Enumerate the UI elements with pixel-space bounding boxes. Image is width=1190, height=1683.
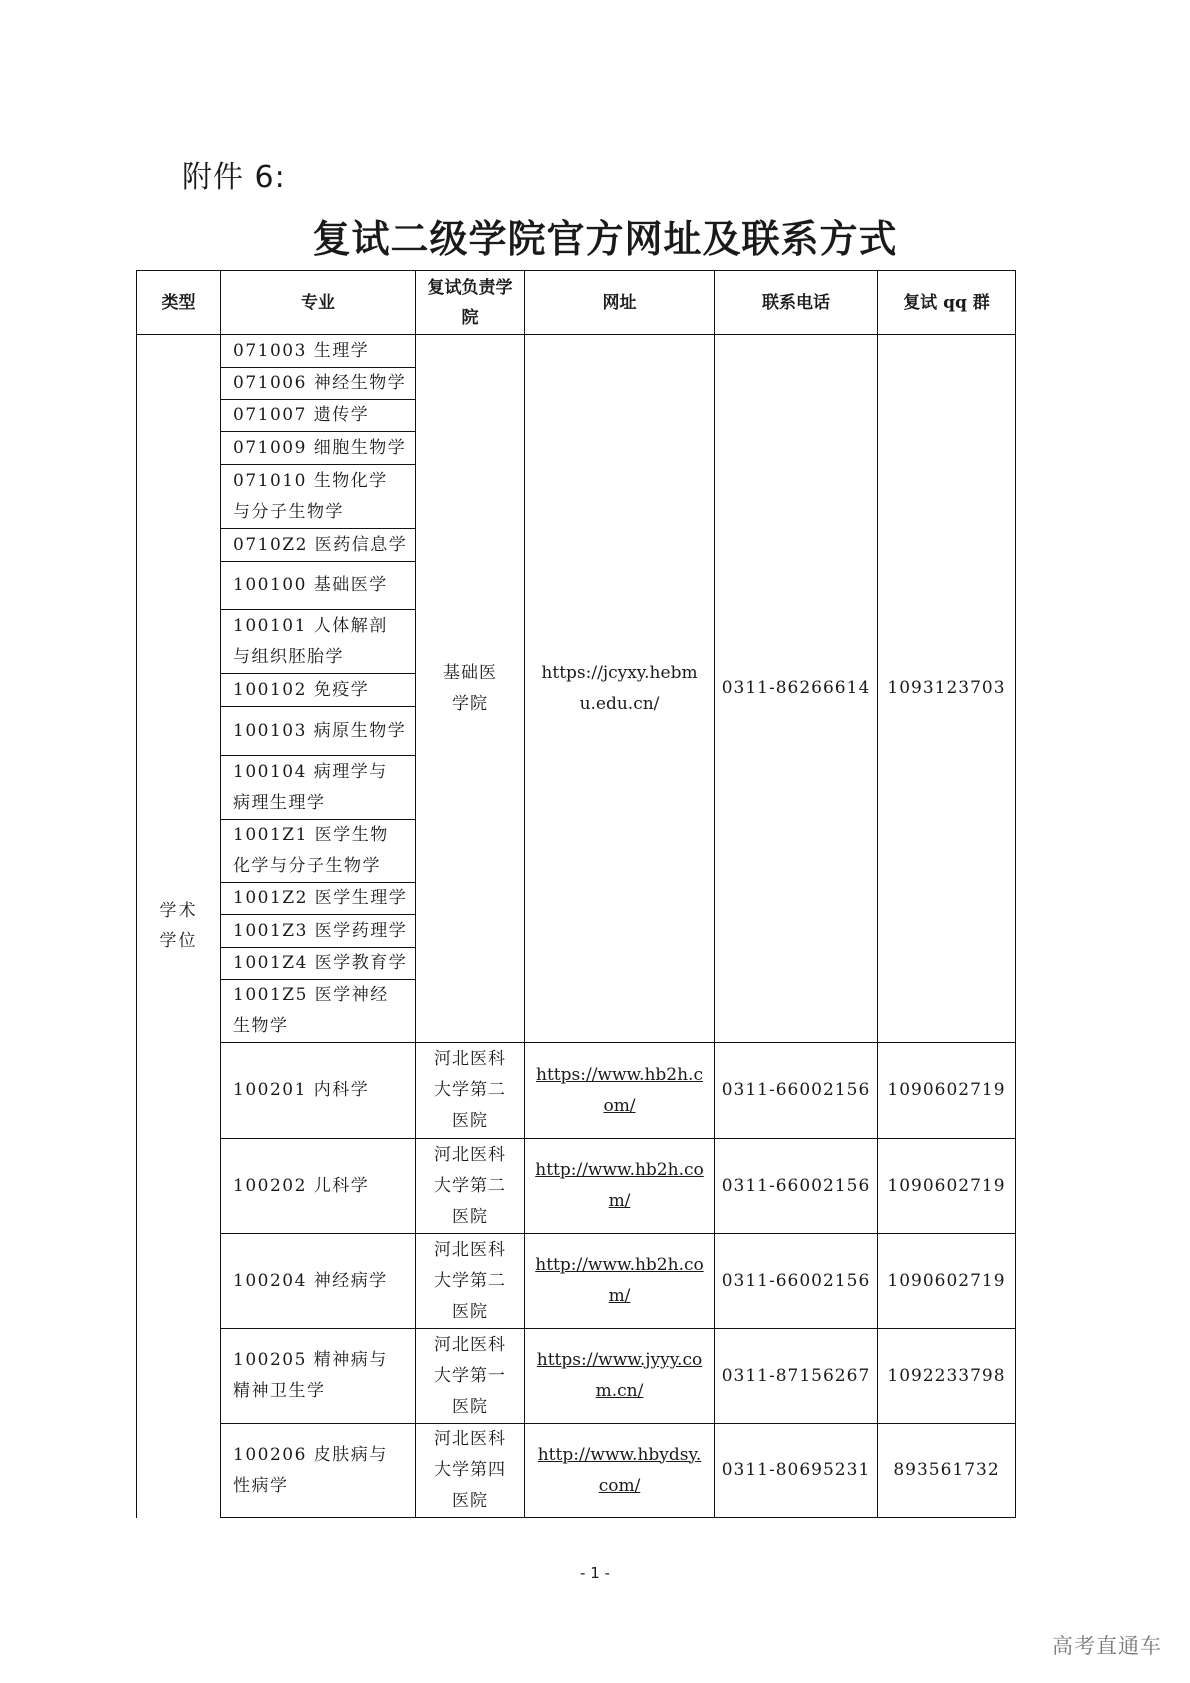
url-cell [525, 1424, 715, 1518]
qq-cell: 893561732 [878, 1424, 1016, 1518]
major-cell: 100100 基础医学 [221, 562, 416, 610]
qq-cell: 1090602719 [878, 1043, 1016, 1139]
major-cell: 071010 生物化学与分子生物学 [221, 465, 416, 529]
watermark: 高考直通车 [1052, 1634, 1162, 1658]
page-title: 复试二级学院官方网址及联系方式 [312, 216, 898, 261]
url-cell [525, 1329, 715, 1424]
url-cell [525, 1139, 715, 1234]
major-cell: 100103 病原生物学 [221, 707, 416, 756]
phone-cell: 0311-66002156 [715, 1234, 878, 1329]
table-row [137, 1424, 1016, 1518]
qq-cell: 1090602719 [878, 1139, 1016, 1234]
table-row [137, 1043, 1016, 1139]
table-header-row [137, 271, 1016, 335]
url-cell [525, 1234, 715, 1329]
url-link[interactable]: https://www.hb2h.com/ [536, 1064, 703, 1116]
major-cell: 071003 生理学 [221, 335, 416, 368]
phone-cell: 0311-66002156 [715, 1139, 878, 1234]
phone-cell: 0311-66002156 [715, 1043, 878, 1139]
college-cell: 河北医科大学第二医院 [416, 1043, 525, 1139]
header-college: 复试负责学院 [416, 271, 525, 335]
major-cell: 100205 精神病与精神卫生学 [221, 1329, 416, 1424]
major-cell: 100102 免疫学 [221, 674, 416, 707]
major-cell: 071006 神经生物学 [221, 368, 416, 400]
phone-cell: 0311-80695231 [715, 1424, 878, 1518]
major-cell: 071009 细胞生物学 [221, 432, 416, 465]
qq-cell: 1092233798 [878, 1329, 1016, 1424]
url-link[interactable]: https://jcyxy.hebmu.edu.cn/ [541, 662, 698, 714]
major-cell: 100104 病理学与病理生理学 [221, 756, 416, 820]
header-major: 专业 [221, 271, 416, 335]
table-row [137, 1139, 1016, 1234]
major-cell: 1001Z3 医学药理学 [221, 915, 416, 948]
header-url: 网址 [525, 271, 715, 335]
page-number: - 1 - [580, 1564, 610, 1582]
phone-cell: 0311-86266614 [715, 335, 878, 1043]
type-cell: 学术学位 [137, 335, 221, 1518]
major-cell: 100206 皮肤病与性病学 [221, 1424, 416, 1518]
header-type: 类型 [137, 271, 221, 335]
header-qq: 复试 qq 群 [878, 271, 1016, 335]
major-cell: 0710Z2 医药信息学 [221, 529, 416, 562]
major-cell: 1001Z4 医学教育学 [221, 948, 416, 980]
url-cell [525, 1043, 715, 1139]
phone-cell: 0311-87156267 [715, 1329, 878, 1424]
major-cell: 100204 神经病学 [221, 1234, 416, 1329]
college-cell: 基础医学院 [416, 335, 525, 1043]
url-cell [525, 335, 715, 1043]
attachment-label: 附件 6: [182, 160, 286, 195]
qq-cell: 1090602719 [878, 1234, 1016, 1329]
major-cell: 100202 儿科学 [221, 1139, 416, 1234]
college-cell: 河北医科大学第二医院 [416, 1139, 525, 1234]
college-cell: 河北医科大学第四医院 [416, 1424, 525, 1518]
contact-table [136, 270, 1016, 1518]
header-phone: 联系电话 [715, 271, 878, 335]
major-cell: 1001Z2 医学生理学 [221, 883, 416, 915]
table-row [137, 1329, 1016, 1424]
college-cell: 河北医科大学第二医院 [416, 1234, 525, 1329]
qq-cell: 1093123703 [878, 335, 1016, 1043]
url-link[interactable]: http://www.hbydsy.com/ [537, 1444, 702, 1496]
table-row [137, 335, 1016, 368]
table-row [137, 1234, 1016, 1329]
major-cell: 1001Z1 医学生物化学与分子生物学 [221, 820, 416, 883]
url-link[interactable]: http://www.hb2h.com/ [535, 1255, 704, 1306]
major-cell: 100101 人体解剖与组织胚胎学 [221, 610, 416, 674]
url-link[interactable]: http://www.hb2h.com/ [535, 1160, 704, 1211]
college-cell: 河北医科大学第一医院 [416, 1329, 525, 1424]
major-cell: 100201 内科学 [221, 1043, 416, 1139]
major-cell: 071007 遗传学 [221, 400, 416, 432]
url-link[interactable]: https://www.jyyy.com.cn/ [536, 1350, 703, 1401]
major-cell: 1001Z5 医学神经生物学 [221, 980, 416, 1043]
